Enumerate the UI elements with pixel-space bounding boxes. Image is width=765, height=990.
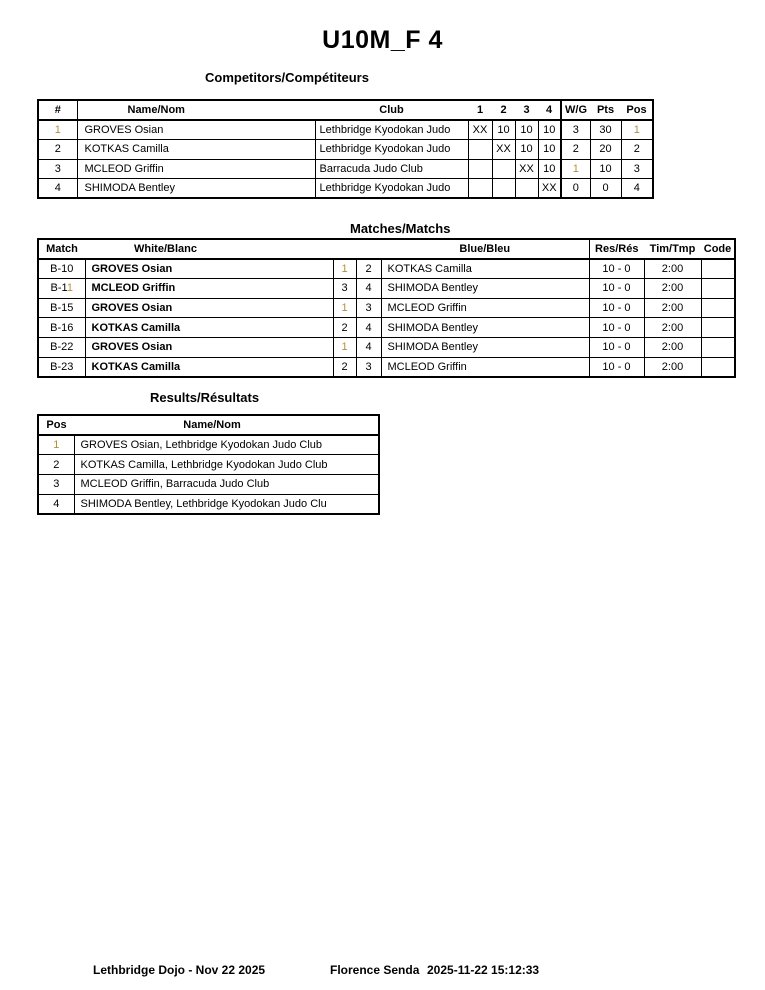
time-cell: 2:00 — [644, 338, 701, 358]
col-header-code: Code — [701, 239, 735, 259]
grid-cell-1 — [468, 140, 492, 160]
result-row — [38, 494, 379, 514]
grid-cell-2: XX — [492, 140, 515, 160]
result-cell: 10 - 0 — [589, 259, 644, 279]
code-cell — [701, 338, 735, 358]
competitor-number-cell: 1 — [38, 120, 77, 140]
grid-cell-2 — [492, 179, 515, 199]
competitor-name-cell: MCLEOD Griffin — [77, 159, 315, 179]
blue-name-cell: SHIMODA Bentley — [381, 318, 589, 338]
result-cell: 10 - 0 — [589, 279, 644, 299]
match-id-cell: B-10 — [38, 259, 85, 279]
blue-name-cell: MCLEOD Griffin — [381, 298, 589, 318]
match-id-cell: B-16 — [38, 318, 85, 338]
position-cell: 3 — [38, 475, 74, 495]
blue-name-cell: SHIMODA Bentley — [381, 338, 589, 358]
white-name-cell: GROVES Osian — [85, 338, 333, 358]
match-row — [38, 279, 735, 299]
result-cell: 10 - 0 — [589, 298, 644, 318]
col-header-position: Pos — [38, 415, 74, 435]
result-name-cell: MCLEOD Griffin, Barracuda Judo Club — [74, 475, 379, 495]
col-header-name: Name/Nom — [77, 100, 315, 120]
white-name-cell: GROVES Osian — [85, 298, 333, 318]
match-id-cell: B-15 — [38, 298, 85, 318]
match-row — [38, 298, 735, 318]
blue-number-cell: 3 — [356, 298, 381, 318]
wins-cell: 3 — [561, 120, 590, 140]
results-heading: Results/Résultats — [150, 390, 260, 405]
competitor-name-cell: SHIMODA Bentley — [77, 179, 315, 199]
white-number-cell: 2 — [333, 357, 356, 377]
blue-name-cell: SHIMODA Bentley — [381, 279, 589, 299]
match-row — [38, 338, 735, 358]
blue-number-cell: 3 — [356, 357, 381, 377]
results-table — [37, 414, 380, 515]
code-cell — [701, 259, 735, 279]
grid-cell-1 — [468, 179, 492, 199]
result-cell: 10 - 0 — [589, 318, 644, 338]
col-header-match: Match — [38, 239, 85, 259]
match-row — [38, 259, 735, 279]
matches-heading: Matches/Matchs — [350, 221, 451, 236]
white-name-cell: KOTKAS Camilla — [85, 357, 333, 377]
competitor-club-cell: Lethbridge Kyodokan Judo — [315, 140, 468, 160]
time-cell: 2:00 — [644, 259, 701, 279]
match-id-cell: B-23 — [38, 357, 85, 377]
points-cell: 20 — [590, 140, 621, 160]
grid-cell-1 — [468, 159, 492, 179]
time-cell: 2:00 — [644, 318, 701, 338]
col-header-wins: W/G — [561, 100, 590, 120]
result-cell: 10 - 0 — [589, 338, 644, 358]
position-cell: 2 — [38, 455, 74, 475]
competitor-number-cell: 2 — [38, 140, 77, 160]
time-cell: 2:00 — [644, 279, 701, 299]
grid-cell-1: XX — [468, 120, 492, 140]
position-cell: 4 — [621, 179, 653, 199]
time-cell: 2:00 — [644, 298, 701, 318]
match-row — [38, 318, 735, 338]
grid-cell-3: 10 — [515, 120, 538, 140]
competitor-name-cell: KOTKAS Camilla — [77, 140, 315, 160]
col-header-name: Name/Nom — [74, 415, 379, 435]
blue-number-cell: 4 — [356, 279, 381, 299]
col-header-white-num — [333, 239, 356, 259]
white-number-cell: 1 — [333, 259, 356, 279]
col-header-2: 2 — [492, 100, 515, 120]
position-cell: 4 — [38, 494, 74, 514]
wins-cell: 1 — [561, 159, 590, 179]
grid-cell-4: 10 — [538, 140, 561, 160]
footer-official: Florence Senda — [330, 963, 420, 977]
position-cell: 1 — [621, 120, 653, 140]
blue-name-cell: MCLEOD Griffin — [381, 357, 589, 377]
match-row — [38, 357, 735, 377]
code-cell — [701, 357, 735, 377]
white-number-cell: 1 — [333, 298, 356, 318]
grid-cell-2 — [492, 159, 515, 179]
match-id-cell: B-22 — [38, 338, 85, 358]
col-header-4: 4 — [538, 100, 561, 120]
col-header-club: Club — [315, 100, 468, 120]
grid-cell-3 — [515, 179, 538, 199]
col-header-white: White/Blanc — [85, 239, 333, 259]
grid-cell-3: XX — [515, 159, 538, 179]
grid-cell-4: 10 — [538, 159, 561, 179]
col-header-1: 1 — [468, 100, 492, 120]
competitor-row — [38, 159, 653, 179]
white-name-cell: GROVES Osian — [85, 259, 333, 279]
competitor-number-cell: 4 — [38, 179, 77, 199]
white-number-cell: 3 — [333, 279, 356, 299]
code-cell — [701, 279, 735, 299]
blue-number-cell: 2 — [356, 259, 381, 279]
competitor-row — [38, 120, 653, 140]
col-header-position: Pos — [621, 100, 653, 120]
competitor-number-cell: 3 — [38, 159, 77, 179]
grid-cell-4: 10 — [538, 120, 561, 140]
time-cell: 2:00 — [644, 357, 701, 377]
result-name-cell: SHIMODA Bentley, Lethbridge Kyodokan Judo Clu — [74, 494, 379, 514]
points-cell: 10 — [590, 159, 621, 179]
competitor-club-cell: Barracuda Judo Club — [315, 159, 468, 179]
position-cell: 1 — [38, 435, 74, 455]
white-name-cell: KOTKAS Camilla — [85, 318, 333, 338]
result-row — [38, 435, 379, 455]
col-header-3: 3 — [515, 100, 538, 120]
matches-table — [37, 238, 736, 378]
competitor-club-cell: Lethbridge Kyodokan Judo — [315, 179, 468, 199]
result-cell: 10 - 0 — [589, 357, 644, 377]
result-row — [38, 455, 379, 475]
result-name-cell: KOTKAS Camilla, Lethbridge Kyodokan Judo Club — [74, 455, 379, 475]
grid-cell-4: XX — [538, 179, 561, 199]
result-row — [38, 475, 379, 495]
col-header-number: # — [38, 100, 77, 120]
blue-number-cell: 4 — [356, 338, 381, 358]
competitor-name-cell: GROVES Osian — [77, 120, 315, 140]
white-name-cell: MCLEOD Griffin — [85, 279, 333, 299]
col-header-blue-num — [356, 239, 381, 259]
blue-name-cell: KOTKAS Camilla — [381, 259, 589, 279]
footer-timestamp: 2025-11-22 15:12:33 — [427, 963, 540, 977]
col-header-time: Tim/Tmp — [644, 239, 701, 259]
footer-venue: Lethbridge Dojo - Nov 22 2025 — [93, 963, 266, 977]
wins-cell: 2 — [561, 140, 590, 160]
white-number-cell: 2 — [333, 318, 356, 338]
points-cell: 30 — [590, 120, 621, 140]
position-cell: 2 — [621, 140, 653, 160]
competitors-table — [37, 99, 654, 199]
col-header-blue: Blue/Bleu — [381, 239, 589, 259]
position-cell: 3 — [621, 159, 653, 179]
competitor-club-cell: Lethbridge Kyodokan Judo — [315, 120, 468, 140]
blue-number-cell: 4 — [356, 318, 381, 338]
col-header-result: Res/Rés — [589, 239, 644, 259]
match-id-cell: B-11 — [38, 279, 85, 299]
grid-cell-3: 10 — [515, 140, 538, 160]
code-cell — [701, 318, 735, 338]
white-number-cell: 1 — [333, 338, 356, 358]
code-cell — [701, 298, 735, 318]
col-header-points: Pts — [590, 100, 621, 120]
competitor-row — [38, 140, 653, 160]
page-title: U10M_F 4 — [322, 26, 443, 54]
competitor-row — [38, 179, 653, 199]
points-cell: 0 — [590, 179, 621, 199]
wins-cell: 0 — [561, 179, 590, 199]
grid-cell-2: 10 — [492, 120, 515, 140]
competitors-heading: Competitors/Compétiteurs — [205, 70, 369, 85]
result-name-cell: GROVES Osian, Lethbridge Kyodokan Judo Club — [74, 435, 379, 455]
